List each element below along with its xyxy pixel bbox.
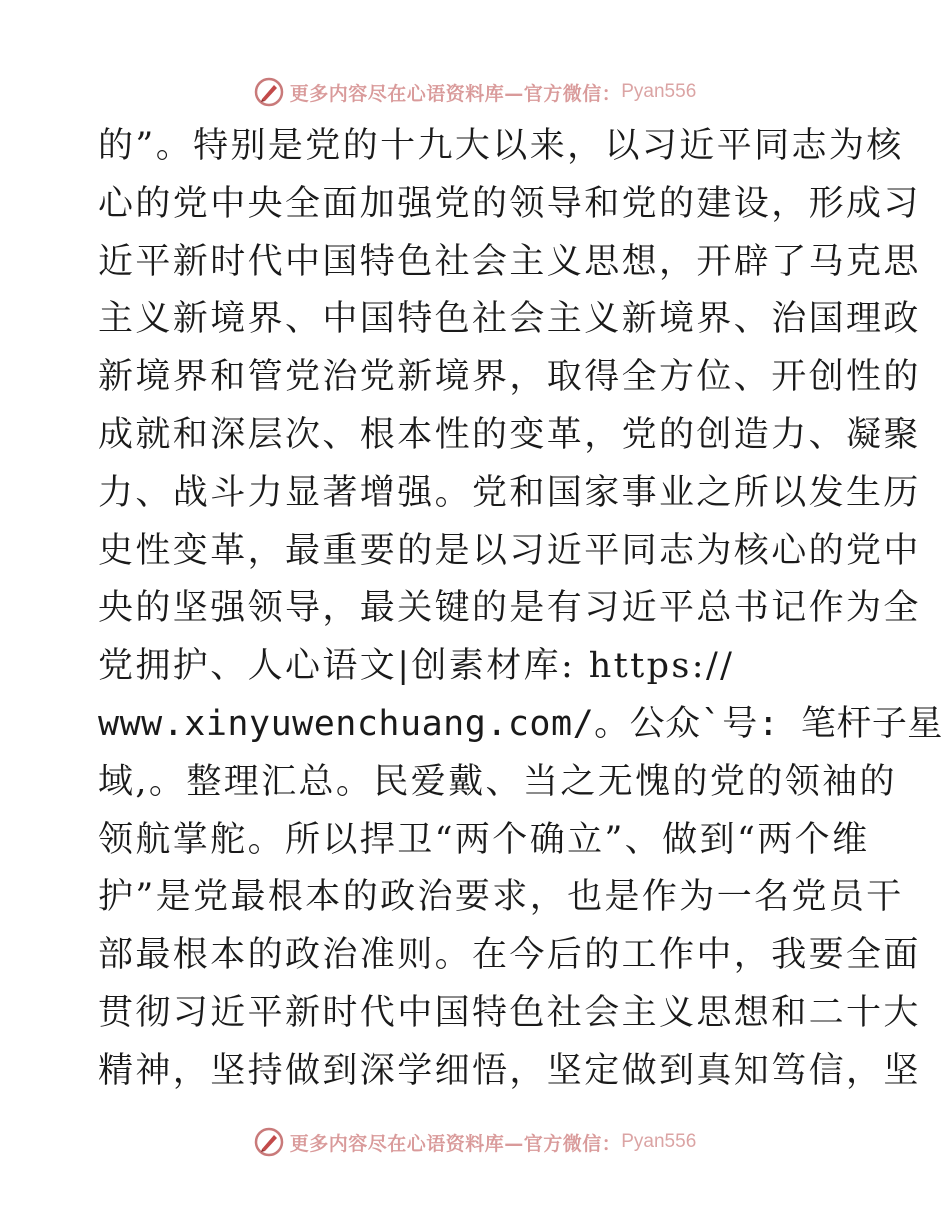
text-line: 精神，坚持做到深学细悟，坚定做到真知笃信，坚 bbox=[98, 1050, 921, 1091]
header-watermark bbox=[0, 72, 950, 112]
document-body bbox=[98, 118, 943, 1101]
watermark-wechat-id: Pyan556 bbox=[621, 81, 697, 102]
watermark-text: 更多内容尽在心语资料库—官方微信： bbox=[289, 82, 622, 105]
text-line: 领航掌舵。所以捍卫“两个确立”、做到“两个维 bbox=[98, 819, 870, 860]
text-line-url: www.xinyuwenchuang.com/。公众`号: 笔杆子星 bbox=[98, 703, 943, 744]
watermark-text: 更多内容尽在心语资料库—官方微信： bbox=[289, 1132, 622, 1155]
text-line: 党拥护、人心语文|创素材库: https:// bbox=[98, 646, 735, 687]
text-line: 力、战斗力显著增强。党和国家事业之所以发生历 bbox=[98, 472, 921, 513]
text-line: 近平新时代中国特色社会主义思想，开辟了马克思 bbox=[98, 241, 921, 282]
pen-logo-icon bbox=[254, 77, 284, 107]
footer-watermark bbox=[0, 1122, 950, 1162]
text-line: 贯彻习近平新时代中国特色社会主义思想和二十大 bbox=[98, 992, 921, 1033]
text-line: 新境界和管党治党新境界，取得全方位、开创性的 bbox=[98, 357, 921, 398]
text-line: 护”是党最根本的政治要求，也是作为一名党员干 bbox=[98, 877, 904, 918]
text-line: 主义新境界、中国特色社会主义新境界、治国理政 bbox=[98, 299, 921, 340]
text-line: 成就和深层次、根本性的变革，党的创造力、凝聚 bbox=[98, 414, 921, 455]
pen-logo-icon bbox=[254, 1127, 284, 1157]
text-line: 部最根本的政治准则。在今后的工作中，我要全面 bbox=[98, 935, 921, 976]
text-line: 的”。特别是党的十九大以来，以习近平同志为核 bbox=[98, 126, 904, 166]
text-line: 史性变革，最重要的是以习近平同志为核心的党中 bbox=[98, 530, 921, 571]
text-line: 域,。整理汇总。民爱戴、当之无愧的党的领袖的 bbox=[98, 761, 897, 802]
text-line: 心的党中央全面加强党的领导和党的建设，形成习 bbox=[98, 183, 921, 224]
watermark-wechat-id: Pyan556 bbox=[621, 1131, 697, 1152]
text-line: 央的坚强领导，最关键的是有习近平总书记作为全 bbox=[98, 588, 921, 629]
